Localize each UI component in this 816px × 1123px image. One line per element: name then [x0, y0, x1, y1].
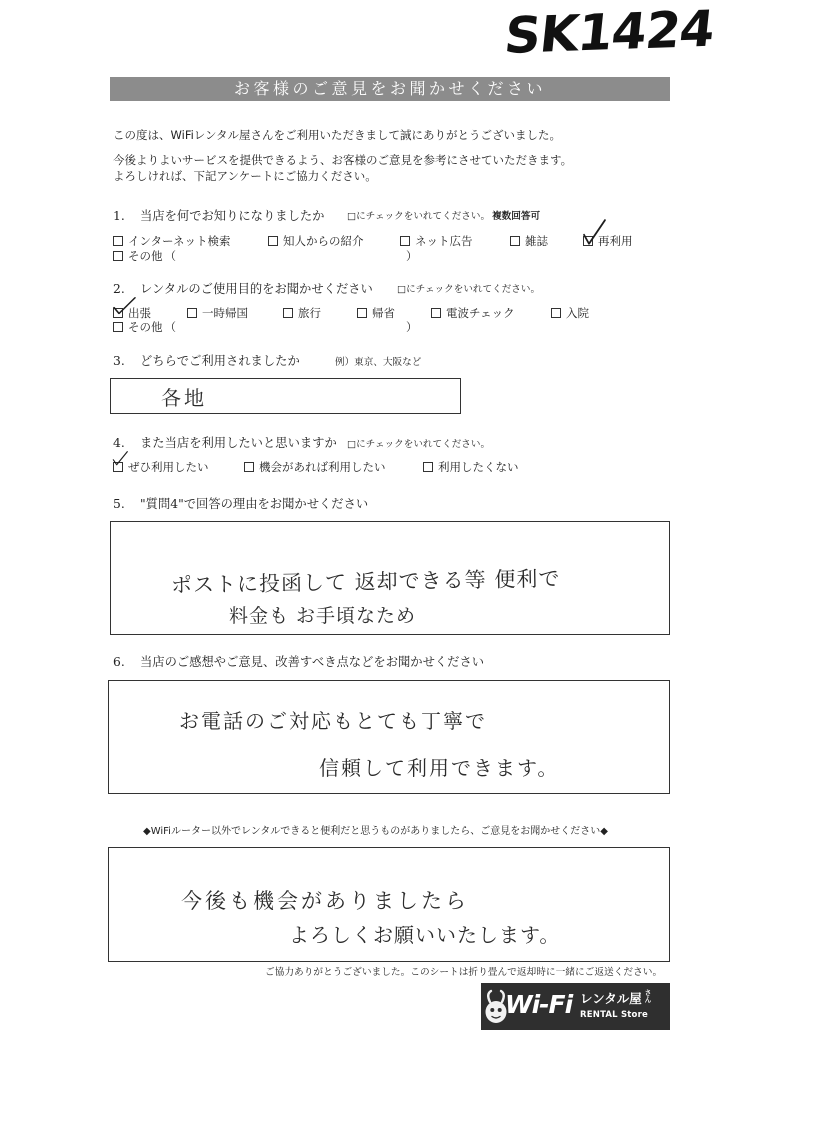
logo-name: レンタル屋 [580, 991, 642, 1006]
q1-note [347, 211, 540, 223]
page-title: お客様のご意見をお聞かせください [233, 79, 546, 98]
q4-note: □にチェックをいれてください。 [347, 439, 491, 450]
q5-answer-box [110, 521, 670, 635]
other-open-paren: （ [164, 249, 176, 263]
q4-option-no [423, 460, 519, 474]
q3-number: 3. [113, 354, 125, 368]
checkbox [423, 462, 433, 472]
q1-option-web-ad [400, 234, 473, 248]
checkbox [244, 462, 254, 472]
q1-note-multiple: 複数回答可 [492, 211, 541, 222]
q2-option-hospital [551, 306, 589, 320]
checkbox [113, 236, 123, 246]
q6-heading [113, 655, 484, 670]
q4-options-row [0, 460, 816, 474]
option-label: ぜひ利用したい [128, 460, 209, 474]
q2-other-close-paren: ） [406, 320, 418, 334]
q2-other-row [0, 320, 816, 334]
q5-handwritten-line-2: 料金も お手頃なため [229, 605, 417, 627]
q2-options-row [0, 306, 816, 320]
checkbox [357, 308, 367, 318]
q2-text: レンタルのご使用目的をお聞かせください [140, 282, 373, 296]
q2-option-business-trip [113, 306, 151, 320]
checkbox [431, 308, 441, 318]
handwritten-form-id: SK1424 [501, 0, 717, 65]
checkbox [400, 236, 410, 246]
q5-handwritten-line-1: ポストに投函して 返却できる等 便利で [170, 566, 561, 598]
checkbox [283, 308, 293, 318]
logo-san: さん [644, 989, 652, 1003]
q1-option-referral [268, 234, 364, 248]
q4-option-if-chance [244, 460, 386, 474]
q1-option-internet-search [113, 234, 230, 248]
checkbox [187, 308, 197, 318]
q6-answer-box [108, 680, 670, 794]
q6-handwritten-line-1: お電話のご対応もとても丁寧で [179, 709, 487, 733]
intro-line-1: この度は、WiFiレンタル屋さんをご利用いただきまして誠にありがとうございました。 [113, 128, 562, 142]
intro-line-2: 今後よりよいサービスを提供できるよう、お客様のご意見を参考にさせていただきます。 [113, 153, 573, 167]
q1-heading [113, 209, 324, 224]
checkbox [113, 322, 123, 332]
q1-option-magazine [510, 234, 548, 248]
option-label: 一時帰国 [202, 306, 248, 320]
logo-subtitle: RENTAL Store [580, 1010, 648, 1020]
option-label: その他 [128, 320, 163, 334]
q1-option-reuse [583, 234, 633, 248]
option-label: 入院 [566, 306, 589, 320]
q1-note-text: □にチェックをいれてください。 [347, 211, 491, 222]
option-label: 電波チェック [446, 306, 515, 320]
q1-number: 1. [113, 209, 125, 223]
q6-number: 6. [113, 655, 125, 669]
checkbox [551, 308, 561, 318]
q2-option-temporary-return [187, 306, 248, 320]
option-label: 雑誌 [525, 234, 548, 248]
option-label: インターネット検索 [128, 234, 231, 248]
wish-handwritten-line-2: よろしくお願いいたします。 [289, 923, 561, 947]
q4-option-definitely [113, 460, 209, 474]
checkmark-icon [112, 297, 136, 315]
header-bar [110, 77, 670, 101]
intro-line-3: よろしければ、下記アンケートにご協力ください。 [113, 169, 377, 183]
checkbox [113, 251, 123, 261]
q5-number: 5. [113, 497, 125, 511]
other-open-paren: （ [164, 320, 176, 334]
q2-option-other [113, 320, 176, 334]
brand-logo [481, 983, 670, 1030]
option-label: 再利用 [598, 234, 633, 248]
checkmark-icon [582, 219, 606, 246]
wish-handwritten-line-1: 今後も機会がありましたら [181, 889, 469, 913]
q2-option-signal-check [431, 306, 515, 320]
q3-heading [113, 354, 300, 369]
checkbox [268, 236, 278, 246]
q2-option-travel [283, 306, 321, 320]
q5-heading [113, 497, 368, 512]
q3-text: どちらでご利用されましたか [140, 354, 300, 368]
q1-option-other [113, 249, 176, 263]
option-label: 帰省 [372, 306, 395, 320]
q1-options-row [0, 234, 816, 248]
q3-note: 例）東京、大阪など [335, 357, 422, 368]
checkmark-icon [112, 451, 128, 466]
q3-handwritten-answer: 各地 [161, 386, 207, 410]
wish-answer-box [108, 847, 670, 962]
q6-handwritten-line-2: 信頼して利用できます。 [319, 756, 560, 780]
q1-text: 当店を何でお知りになりましたか [140, 209, 325, 223]
q2-note: □にチェックをいれてください。 [397, 284, 541, 295]
q2-heading [113, 282, 373, 297]
option-label: 機会があれば利用したい [259, 460, 386, 474]
q6-text: 当店のご感想やご意見、改善すべき点などをお聞かせください [140, 655, 485, 669]
option-label: その他 [128, 249, 163, 263]
q5-text: "質問4"で回答の理由をお聞かせください [140, 497, 369, 511]
q1-other-row [0, 249, 816, 263]
option-label: ネット広告 [415, 234, 473, 248]
q1-other-close-paren: ） [406, 249, 418, 263]
option-label: 利用したくない [438, 460, 519, 474]
q4-number: 4. [113, 436, 125, 450]
logo-wifi-text: Wi-Fi [505, 990, 573, 1019]
wish-question: ◆WiFiルーター以外でレンタルできると便利だと思うものがありましたら、ご意見をお聞かせください◆ [143, 826, 608, 837]
option-label: 旅行 [298, 306, 321, 320]
q2-number: 2. [113, 282, 125, 296]
footer-thanks: ご協力ありがとうございました。このシートは折り畳んで返却時に一緒にご返送ください。 [265, 967, 663, 978]
q4-text: また当店を利用したいと思いますか [140, 436, 337, 450]
checkbox [510, 236, 520, 246]
q3-answer-box [110, 378, 461, 414]
q4-heading [113, 436, 337, 451]
option-label: 出張 [128, 306, 151, 320]
option-label: 知人からの紹介 [283, 234, 364, 248]
q2-option-homecoming [357, 306, 395, 320]
